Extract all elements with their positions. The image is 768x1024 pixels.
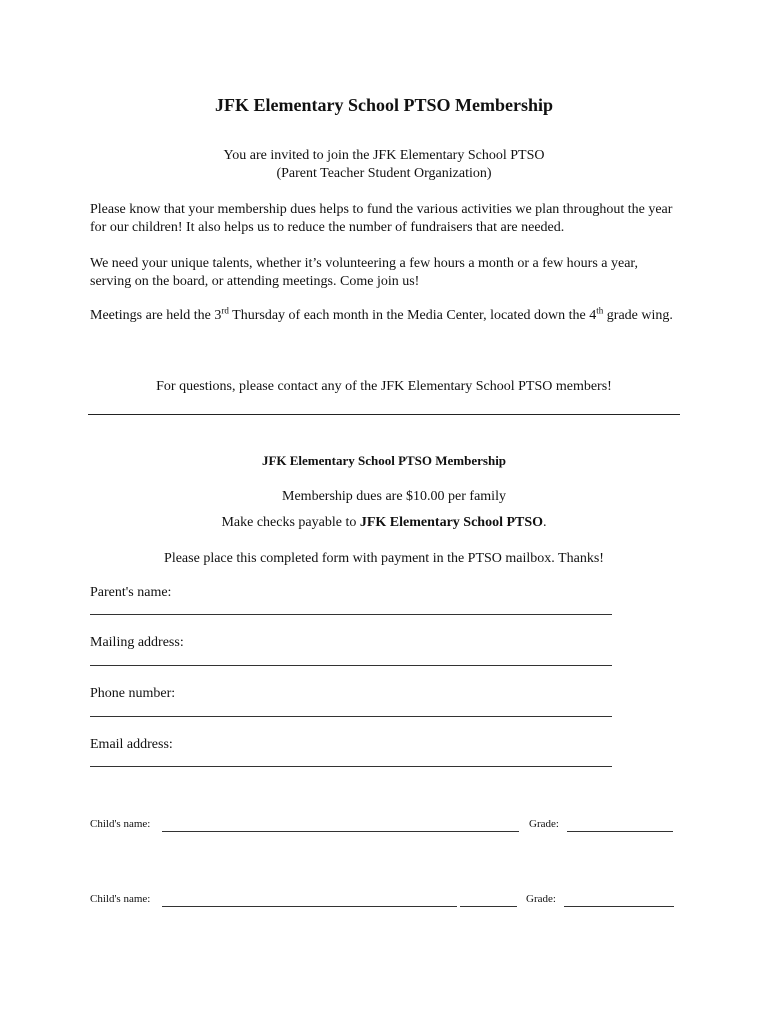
meetings-text-3: grade wing.	[603, 308, 673, 323]
mailing-address-label: Mailing address:	[90, 635, 184, 650]
phone-number-field[interactable]	[90, 716, 612, 717]
dues-paragraph: Please know that your membership dues helps to fund the various activities we plan throughout the year for our children! It also helps us to reduce the number of fundraisers that are needed.	[90, 202, 673, 235]
child-name-field-extra[interactable]	[460, 906, 517, 907]
talents-paragraph: We need your unique talents, whether it’s volunteering a few hours a month or a few hours a year, serving on the board, or attending meetings. Come join us!	[90, 256, 639, 289]
grade-field[interactable]	[564, 906, 674, 907]
contact-line: For questions, please contact any of the JFK Elementary School PTSO members!	[156, 379, 612, 394]
checks-line	[0, 515, 768, 531]
dues-line: Membership dues are $10.00 per family	[282, 489, 506, 504]
meetings-text-2: Thursday of each month in the Media Center, located down the 4	[228, 308, 597, 323]
grade-field[interactable]	[567, 831, 673, 832]
checks-prefix: Make checks payable to	[221, 515, 360, 530]
meetings-sup-2: th	[596, 305, 604, 316]
meetings-paragraph	[90, 307, 680, 325]
child-row-1	[90, 818, 680, 838]
checks-suffix: .	[543, 515, 547, 530]
grade-label: Grade:	[526, 893, 556, 905]
parent-name-field[interactable]	[90, 614, 612, 615]
checks-payee: JFK Elementary School PTSO	[359, 515, 544, 530]
meetings-sup-1: rd	[221, 305, 229, 316]
parent-name-label: Parent's name:	[90, 585, 172, 600]
email-address-label: Email address:	[90, 737, 173, 752]
phone-number-label: Phone number:	[90, 686, 176, 701]
child-name-label: Child's name:	[90, 893, 151, 905]
mailing-address-field[interactable]	[90, 665, 612, 666]
invite-line-1: You are invited to join the JFK Elementary School PTSO	[223, 148, 545, 163]
invite-line-2: (Parent Teacher Student Organization)	[276, 166, 492, 181]
instructions-line: Please place this completed form with payment in the PTSO mailbox. Thanks!	[164, 551, 604, 566]
cut-line-divider	[88, 414, 680, 415]
child-row-2	[90, 893, 680, 913]
page-title: JFK Elementary School PTSO Membership	[215, 95, 553, 115]
meetings-text-1: Meetings are held the 3	[90, 308, 222, 323]
grade-label: Grade:	[529, 818, 559, 830]
form-title: JFK Elementary School PTSO Membership	[261, 453, 507, 468]
child-name-label: Child's name:	[90, 818, 151, 830]
child-name-field[interactable]	[162, 831, 519, 832]
child-name-field[interactable]	[162, 906, 457, 907]
email-address-field[interactable]	[90, 766, 612, 767]
